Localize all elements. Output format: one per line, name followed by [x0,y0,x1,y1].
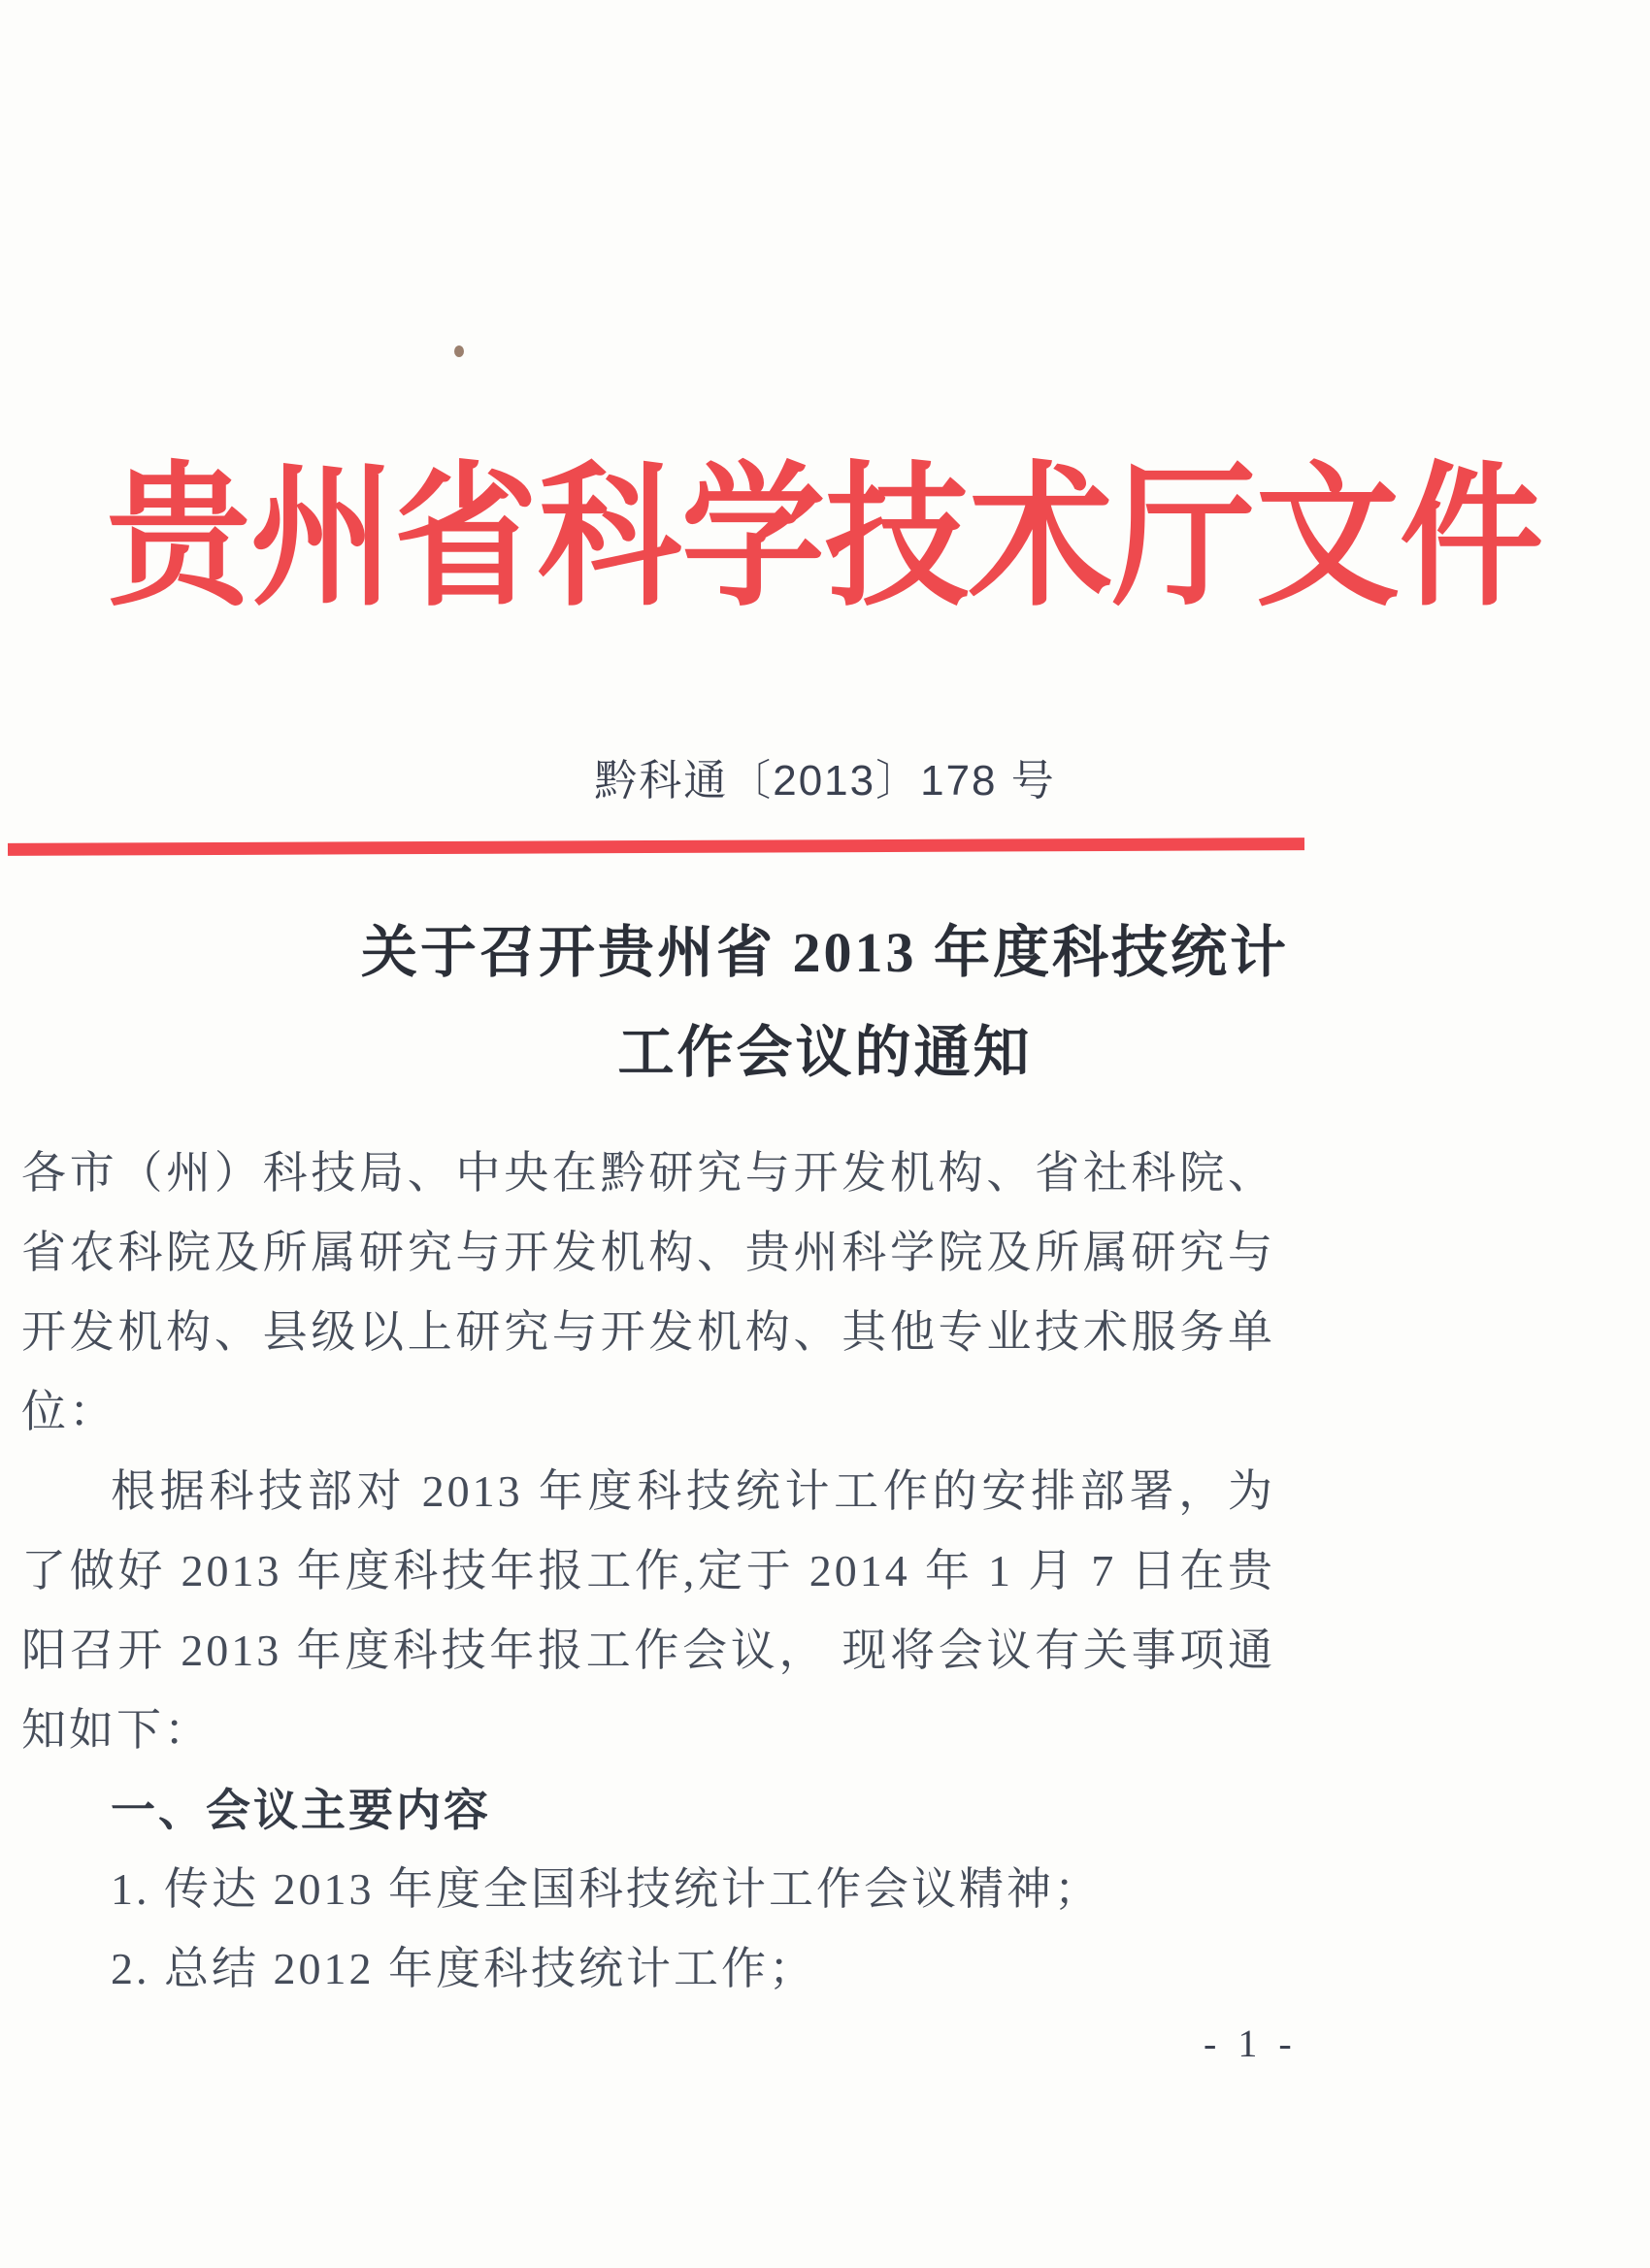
page-number: - 1 - [1204,2021,1298,2065]
notice-title-line2: 工作会议的通知 [617,1021,1033,1084]
recipients-paragraph: 各市（州）科技局、中央在黔研究与开发机构、省社科院、省农科院及所属研究与开发机构、贵州科学院及所属研究与开发机构、县级以上研究与开发机构、其他专业技术服务单位： [21,1148,1275,1436]
notice-title-line1: 关于召开贵州省 2013 年度科技统计 [360,921,1289,984]
scan-speck [454,345,464,357]
red-divider-rule [8,838,1304,856]
intro-paragraph: 根据科技部对 2013 年度科技统计工作的安排部署，为了做好 2013 年度科技年报工作,定于 2014 年 1 月 7 日在贵阳召开 2013 年度科技年报工作会议， 现将会议有关事项通知如下： [21,1466,1275,1755]
notice-body [21,1134,1275,2009]
agenda-item-2: 2. 总结 2012 年度科技统计工作； [111,1944,816,1993]
notice-title [0,903,1650,1102]
document-number: 黔科通〔2013〕178 号 [594,757,1056,805]
agenda-item-1: 1. 传达 2013 年度全国科技统计工作会议精神； [111,1864,1102,1914]
section-heading: 一、会议主要内容 [111,1785,491,1835]
agency-banner-title: 贵州省科学技术厅文件 [107,446,1543,628]
